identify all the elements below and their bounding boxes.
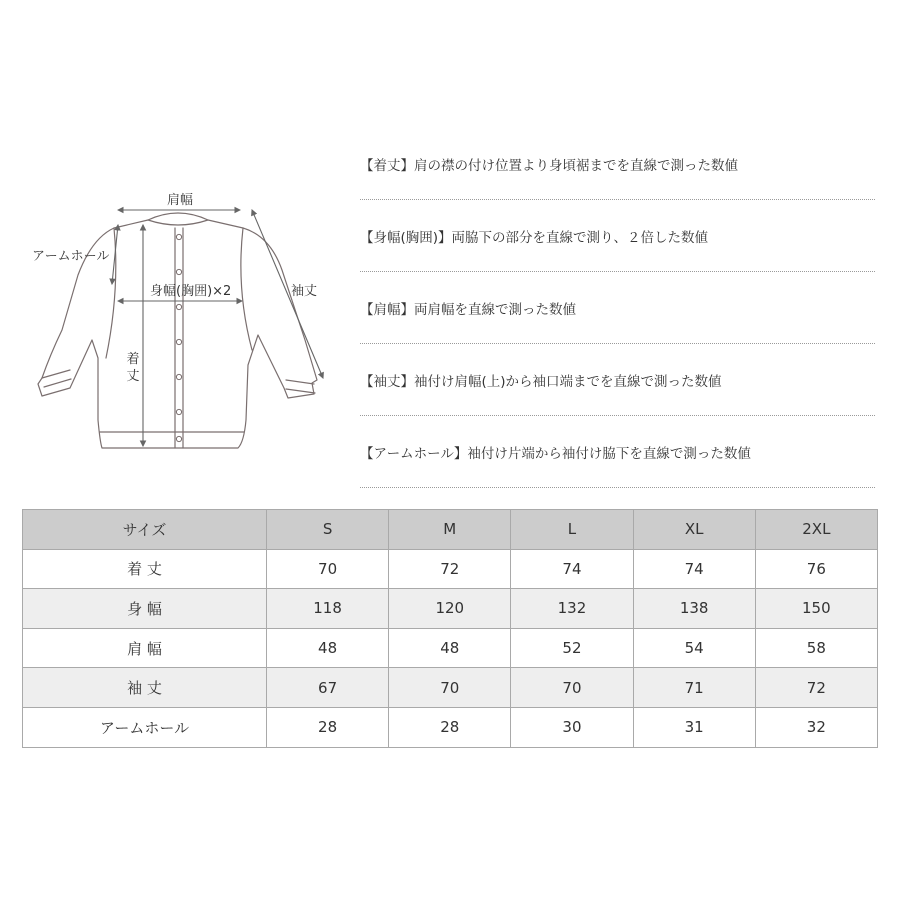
definition-length: 【着丈】肩の襟の付け位置より身頃裾までを直線で測った数値 [360, 158, 738, 174]
table-cell: 150 [755, 589, 877, 629]
table-cell: 132 [511, 589, 633, 629]
row-label: 肩 幅 [23, 628, 267, 668]
armhole-label: アームホール [32, 249, 110, 264]
table-cell: 31 [633, 707, 755, 747]
table-cell: 118 [267, 589, 389, 629]
table-cell: 32 [755, 707, 877, 747]
sleeve-label: 袖丈 [291, 284, 318, 299]
table-cell: 28 [389, 707, 511, 747]
table-cell: 30 [511, 707, 633, 747]
table-cell: 52 [511, 628, 633, 668]
header-m: M [389, 510, 511, 550]
definition-row [360, 416, 875, 488]
row-label: アームホール [23, 707, 267, 747]
table-cell: 67 [267, 668, 389, 708]
definition-chest: 【身幅(胸囲)】両脇下の部分を直線で測り、２倍した数値 [360, 230, 709, 246]
jacket-illustration [20, 180, 350, 470]
table-cell: 120 [389, 589, 511, 629]
measurement-definitions [360, 128, 875, 488]
table-cell: 70 [267, 549, 389, 589]
table-cell: 48 [267, 628, 389, 668]
row-label: 袖 丈 [23, 668, 267, 708]
table-row [23, 668, 878, 708]
table-cell: 72 [389, 549, 511, 589]
table-cell: 76 [755, 549, 877, 589]
right-cuff [286, 380, 315, 393]
row-label: 着 丈 [23, 549, 267, 589]
table-cell: 28 [267, 707, 389, 747]
table-cell: 70 [511, 668, 633, 708]
length-label-top: 着 [126, 352, 140, 367]
definition-row [360, 272, 875, 344]
table-cell: 72 [755, 668, 877, 708]
definition-sleeve: 【袖丈】袖付け肩幅(上)から袖口端までを直線で測った数値 [360, 374, 722, 390]
left-cuff [42, 370, 71, 387]
table-cell: 74 [633, 549, 755, 589]
table-cell: 58 [755, 628, 877, 668]
chest-label: 身幅(胸囲)×2 [150, 284, 232, 299]
definition-shoulder: 【肩幅】両肩幅を直線で測った数値 [360, 302, 576, 318]
table-cell: 74 [511, 549, 633, 589]
header-l: L [511, 510, 633, 550]
table-cell: 71 [633, 668, 755, 708]
definition-row [360, 344, 875, 416]
table-row [23, 549, 878, 589]
header-size: サイズ [23, 510, 267, 550]
definition-row [360, 200, 875, 272]
garment-diagram [20, 180, 350, 470]
definition-armhole: 【アームホール】袖付け片端から袖付け脇下を直線で測った数値 [360, 446, 751, 462]
table-cell: 138 [633, 589, 755, 629]
table-cell: 54 [633, 628, 755, 668]
definition-row [360, 128, 875, 200]
table-row [23, 707, 878, 747]
header-s: S [267, 510, 389, 550]
header-2xl: 2XL [755, 510, 877, 550]
table-header-row [23, 510, 878, 550]
size-table [22, 509, 878, 748]
table-row [23, 589, 878, 629]
table-row [23, 628, 878, 668]
table-cell: 70 [389, 668, 511, 708]
collar [148, 220, 208, 225]
length-label-bottom: 丈 [126, 369, 140, 384]
header-xl: XL [633, 510, 755, 550]
shoulder-width-label: 肩幅 [167, 193, 194, 208]
table-cell: 48 [389, 628, 511, 668]
row-label: 身 幅 [23, 589, 267, 629]
